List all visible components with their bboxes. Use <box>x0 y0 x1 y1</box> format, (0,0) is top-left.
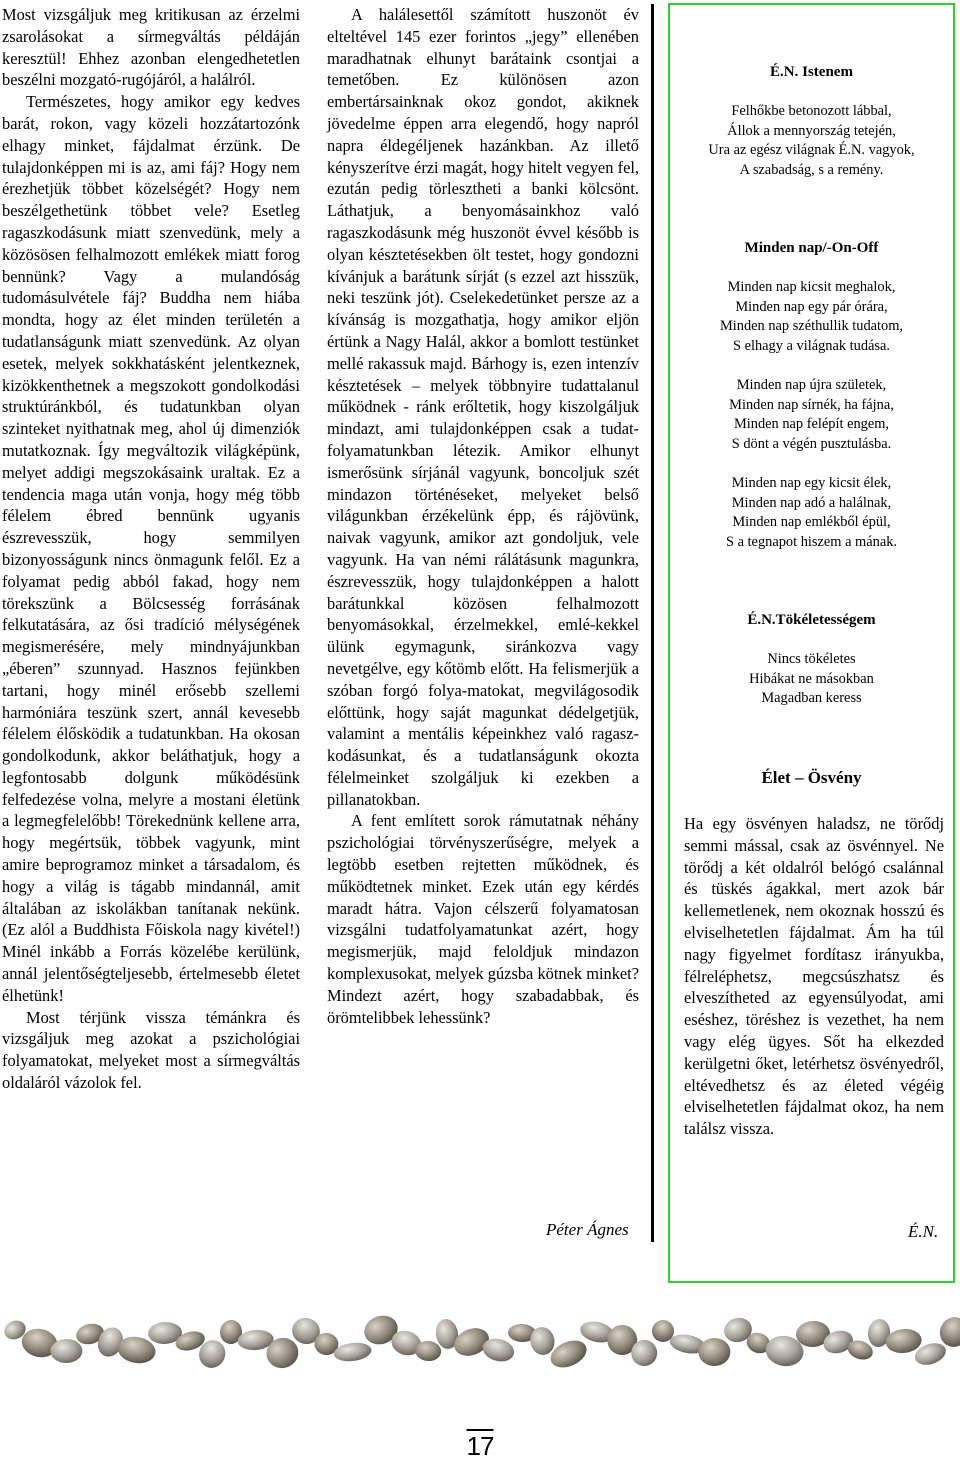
poem-line: Állok a mennyország tetején, <box>727 122 896 139</box>
prose-poem-text: Ha egy ösvényen haladsz, ne törődj semmi mással, csak az ösvénnyel. Ne törődj a két oldalról belógó csalánnal és tüskés ágakkal, mert azok bár kellemetlenek, nem okoznak hosszú és elviselhetetlen fájdalmat. Ám ha túl nagy figyelmet fordítasz irányukba, félreléphetsz, megcsúszhatsz és elveszítheted az egyensúlyodat, ami eséshez, töréshez is vezethet, ha nem vagy elég ügyes. Sőt ha elkezded kerülgetni őket, letérhetsz ösvényedről, eltévedhetsz és az életed végéig elviselhetetlen fájdalmat okoz, ha nem találsz vissza. <box>684 814 944 1139</box>
paragraph: A fent említett sorok rámutatnak néhány pszichológiai törvényszerűségre, melyek a legtöbb esetben rejtetten működnek, és működtetnek minket. Ezek után egy kérdés maradt hátra. Vajon célszerű folyamatosan vizsgálni tudatfolyamatunkat azért, hogy megismerjük, majd feloldjuk mindazon komplexusokat, melyek gúzsba kötnek minket? Mindezt azért, hogy szabadabbak, és örömtelibbek lehessünk? <box>327 811 639 1027</box>
poem-line: Minden nap emlékből épül, <box>732 514 891 531</box>
page-number: 17 <box>466 1431 494 1461</box>
pebble <box>884 1327 922 1355</box>
poem-line: Minden nap egy kicsit élek, <box>731 475 892 491</box>
article-column-left <box>2 4 300 1094</box>
column-divider <box>651 4 654 1242</box>
poem-title: É.N. Istenem <box>770 64 853 80</box>
poem-line: Minden nap kicsit meghalok, <box>727 279 896 295</box>
poem-stanza <box>670 278 953 356</box>
poem-title: Minden nap/-On-Off <box>744 240 879 256</box>
poem-stanza <box>670 376 953 454</box>
poem-line: Minden nap adó a halálnak, <box>731 494 892 511</box>
poem-line: Nincs tökéletes <box>767 651 856 667</box>
poem-line: A szabadság, s a remény. <box>739 161 884 178</box>
poem-line: Ura az egész világnak É.N. vagyok, <box>708 142 915 159</box>
paragraph: Most vizsgáljuk meg kritikusan az érzelmi zsarolásokat a sírmegváltás példáján keresztül! Ehhez azonban elengedhetetlen beszélni mozgató-rugójáról, a halálról. <box>2 5 300 90</box>
poem-line: Minden nap egy pár órára, <box>735 298 888 315</box>
poem-line: Minden nap sírnék, ha fájna, <box>729 396 894 413</box>
author-signature: Péter Ágnes <box>546 1220 629 1239</box>
poem-line: Minden nap felépít engem, <box>733 416 890 433</box>
poem-body <box>670 650 953 709</box>
poem-line: S elhagy a világnak tudása. <box>732 337 891 354</box>
pebble <box>333 1341 373 1363</box>
poem-title: Élet – Ösvény <box>761 768 862 787</box>
paragraph: Most térjünk vissza témánkra és vizsgáljuk meg azokat a pszichológiai folyamatokat, melyeket most a sírmegváltás oldaláról vázolok fel. <box>2 1007 300 1093</box>
poem-title: É.N.Tökéletességem <box>747 612 876 628</box>
pebble-border-decoration <box>0 1302 960 1378</box>
poem-signature: É.N. <box>908 1222 939 1241</box>
poem-line: Hibákat ne másokban <box>749 670 874 687</box>
poem-line: Magadban keress <box>761 690 862 707</box>
poem-line: Minden nap újra születek, <box>736 377 887 393</box>
poem-line: Minden nap széthullik tudatom, <box>719 318 904 335</box>
poem-line: S a tegnapot hiszem a mának. <box>725 533 898 550</box>
article-column-middle <box>327 4 639 1028</box>
paragraph: A halálesettől számított huszonöt év elteltével 145 ezer forintos „jegy” ellenében maradhatnak elhunyt barátaink csontjai a temetőben. Ez különösen azon embertársainknak okoz gondot, akiknek jövedelme éppen arra elegendő, hogy napról napra éldegéljenek hazánkban. Az illető kényszerítve érzi magát, hogy hitelt vegyen fel, ezután pedig törlesztheti a banki kölcsönt. Láthatjuk, a benyomásainkhoz való ragaszkodásunk még huszonöt évvel később is olyan késztetésekben ölt testet, hogy gondozni kívánjuk a barátunk sírját (s ezzel azt hisszük, neki teszünk jót). Cselekedetünket persze az a kívánság is mozgathatja, hogy amikor eljön értünk a Nagy Halál, akkor a bomlott testünket mellé rakassuk majd. Bárhogy is, ezen intenzív késztetések – melyek többnyire tudattalanul működnek - ránk erőltetik, hogy kiszolgáljuk mindazt, ami tulajdonképpen csak a tudat-folyamatunkban létezik. Amikor elhunyt ismerősünk sírjánál vagyunk, boncoljuk szét mindazon történéseket, melyeket belső világunkban érzékelünk épp, és rájövünk, naivak vagyunk, amikor azt gondoljuk, vele vagyunk. Ha van némi rálátásunk magunkra, észrevesszük, hogy tulajdonképpen a halott barátunkkal közösen felhalmozott benyomásokkal, érzelmekkel, emlé-kekkel ülünk egymagunk, siránkozva vagy nevetgélve, egy kőtömb előtt. Ha felismerjük a szóban forgó folya-matokat, megvilágosodik előttünk, hogy saját magunkat dédelgetjük, valamint a mentális képeinkhez való ragasz-kodásunkat, és a tudatlanságunk okozta félelmeinket szolgáljuk ki ezekben a pillanatokban. <box>327 5 639 809</box>
poem-stanza <box>670 474 953 552</box>
paragraph: Természetes, hogy amikor egy kedves barát, rokon, vagy közeli hozzátartozónk elhagy minket, fájdalmat érzünk. De tulajdonképpen mi is az, ami fáj? Hogy nem érezhetjük többet közelségét? Hogy nem beszélgethetünk többet vele? Esetleg ragaszkodásunk miatt szenvedünk, mely a közösösen felhalmozott emlékek miatt forog bennünk? Vagy a mulandóság tudomásulvétele fáj? Buddha nem hiába mondta, hogy az élet minden területén a tudatlanságunk miatt szenvedünk. Az olyan esetek, melyek sokkhatásként jelentkeznek, kizökkenthetnek a megszokott gondolkodási struktúránkból, és tudatunkban olyan szinteket nyithatnak meg, ahol új dimenziók mutatkoznak. Így megváltozik világképünk, melyet addigi megszokásaink uraltak. Ez a tendencia maga után vonja, hogy még több félelem ébred bennünk ugyanis észrevesszük, hogy semmilyen bizonyosságunk nincs önmagunk felől. Ez a folyamat pedig abból fakad, hogy nem törekszünk a Bölcsesség forrásának felkutatására, az ősi tradíció mélységének megismerésére, mely mindnyájunkban „éberen” szunnyad. Hasznos fejünkben tartani, hogy minél erősebb szellemi harmóniára teszünk szert, annál kevesebb félelem élősködik a tudatunkban. Ha okosan gondolkodunk, akkor beláthatjuk, hogy a legfontosabb dolgunk működésünk felfedezése volna, melyre a mostani életünk a legmegfelelőbb! Törekednünk kellene arra, hogy megértsük, többek vagyunk, mint amire beprogramoz minket a társadalom, és hogy a világ is tágabb mindannál, amit általában az iskolákban tanítanak nekünk. (Ez alól a Buddhista Főiskola nagy kivétel!) Minél inkább a Forrás közelébe kerülünk, annál jelentőségteljesebb, értelmesebb életet élhetünk! <box>2 92 300 1005</box>
poem-line: S dönt a végén pusztulásba. <box>731 435 892 452</box>
poem-box <box>668 3 955 1283</box>
poem-body <box>670 102 953 180</box>
poem-line: Felhőkbe betonozott lábbal, <box>731 103 892 119</box>
